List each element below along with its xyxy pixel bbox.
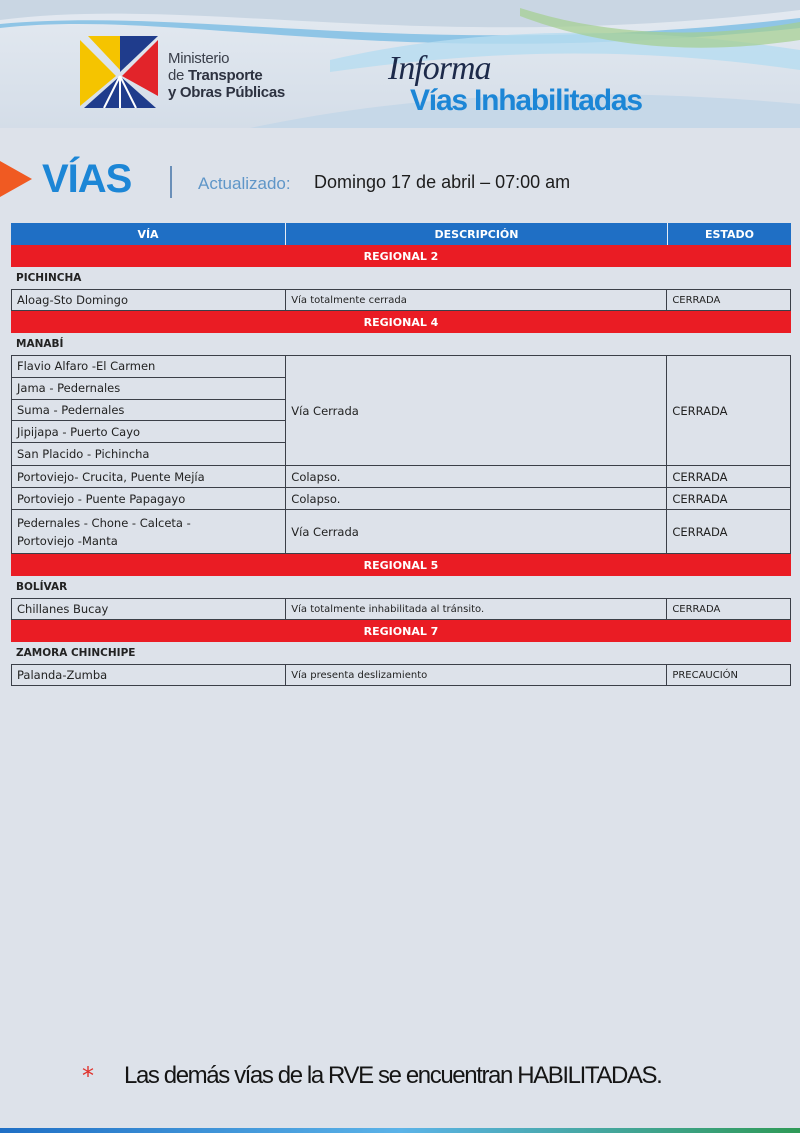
cell-estado: CERRADA bbox=[672, 524, 728, 539]
ministry-line2-bold: Transporte bbox=[187, 67, 263, 84]
table-row bbox=[11, 664, 791, 686]
cell-descripcion: Colapso. bbox=[286, 466, 667, 487]
cell-via: Chillanes Bucay bbox=[12, 599, 286, 619]
cell-via-line1: Pedernales - Chone - Calceta - bbox=[17, 515, 191, 530]
cell-via-line2: Portoviejo -Manta bbox=[17, 533, 118, 548]
cell-descripcion: Vía Cerrada bbox=[286, 510, 667, 553]
cell-estado: CERRADA bbox=[672, 294, 721, 306]
cell-descripcion: Vía presenta deslizamiento bbox=[286, 665, 667, 685]
star-icon: * bbox=[82, 1062, 94, 1090]
updated-label: Actualizado: bbox=[198, 174, 291, 193]
roads-table bbox=[11, 223, 791, 686]
title-divider bbox=[170, 166, 172, 198]
informa-heading: Informa bbox=[388, 50, 491, 87]
column-header-via: VÍA bbox=[11, 223, 286, 245]
table-row bbox=[11, 510, 791, 554]
page-title: VÍAS bbox=[42, 157, 132, 201]
cell-estado: CERRADA bbox=[672, 469, 728, 484]
cell-estado: CERRADA bbox=[672, 491, 728, 506]
province-label: PICHINCHA bbox=[16, 272, 82, 284]
table-row bbox=[11, 488, 791, 510]
table-row bbox=[11, 289, 791, 311]
cell-via: Suma - Pedernales bbox=[12, 400, 285, 422]
cell-via: San Placido - Pichincha bbox=[17, 447, 150, 462]
province-label: BOLÍVAR bbox=[16, 581, 68, 593]
province-label: MANABÍ bbox=[16, 338, 64, 350]
regional-banner: REGIONAL 5 bbox=[11, 554, 791, 576]
cell-estado: CERRADA bbox=[672, 403, 728, 418]
cell-descripcion: Vía totalmente cerrada bbox=[286, 290, 667, 310]
cell-via: Flavio Alfaro -El Carmen bbox=[12, 356, 285, 378]
ministry-line2 bbox=[168, 67, 285, 84]
bottom-color-bar bbox=[0, 1128, 800, 1133]
ministry-line3-bold: y Obras Públicas bbox=[168, 84, 285, 101]
ministry-line1: Ministerio bbox=[168, 50, 230, 67]
ministry-line2-prefix: de bbox=[168, 67, 188, 84]
regional-banner: REGIONAL 7 bbox=[11, 620, 791, 642]
cell-estado: CERRADA bbox=[672, 603, 721, 615]
cell-estado: PRECAUCIÓN bbox=[672, 669, 739, 681]
grouped-via-cells bbox=[12, 356, 286, 465]
cell-descripcion: Vía totalmente inhabilitada al tránsito. bbox=[286, 599, 667, 619]
ministry-name bbox=[168, 50, 285, 101]
province-label: ZAMORA CHINCHIPE bbox=[16, 647, 136, 659]
header-banner bbox=[0, 0, 800, 128]
footer-note: Las demás vías de la RVE se encuentran HABILITADAS. bbox=[124, 1062, 662, 1089]
cell-via: Jipijapa - Puerto Cayo bbox=[12, 421, 285, 443]
table-row bbox=[11, 598, 791, 620]
cell-descripcion: Colapso. bbox=[286, 488, 667, 509]
cell-descripcion: Vía Cerrada bbox=[286, 356, 667, 465]
cell-via: Portoviejo - Puente Papagayo bbox=[12, 488, 286, 509]
cell-via bbox=[12, 510, 286, 553]
table-row bbox=[11, 466, 791, 488]
column-header-estado: ESTADO bbox=[704, 227, 755, 241]
cell-via: Palanda-Zumba bbox=[12, 665, 286, 685]
cell-via: Portoviejo- Crucita, Puente Mejía bbox=[12, 466, 286, 487]
ministry-logo bbox=[80, 36, 160, 108]
cell-via: Aloag-Sto Domingo bbox=[12, 290, 286, 310]
regional-banner: REGIONAL 4 bbox=[11, 311, 791, 333]
updated-value: Domingo 17 de abril – 07:00 am bbox=[314, 172, 571, 192]
banner-subtitle: Vías Inhabilitadas bbox=[410, 84, 642, 117]
table-header bbox=[11, 223, 791, 245]
table-row-group bbox=[11, 355, 791, 466]
title-arrow-icon bbox=[0, 161, 32, 197]
ministry-line3 bbox=[168, 84, 285, 101]
regional-banner: REGIONAL 2 bbox=[11, 245, 791, 267]
column-header-descripcion: DESCRIPCIÓN bbox=[286, 223, 668, 245]
cell-via: Jama - Pedernales bbox=[12, 378, 285, 400]
